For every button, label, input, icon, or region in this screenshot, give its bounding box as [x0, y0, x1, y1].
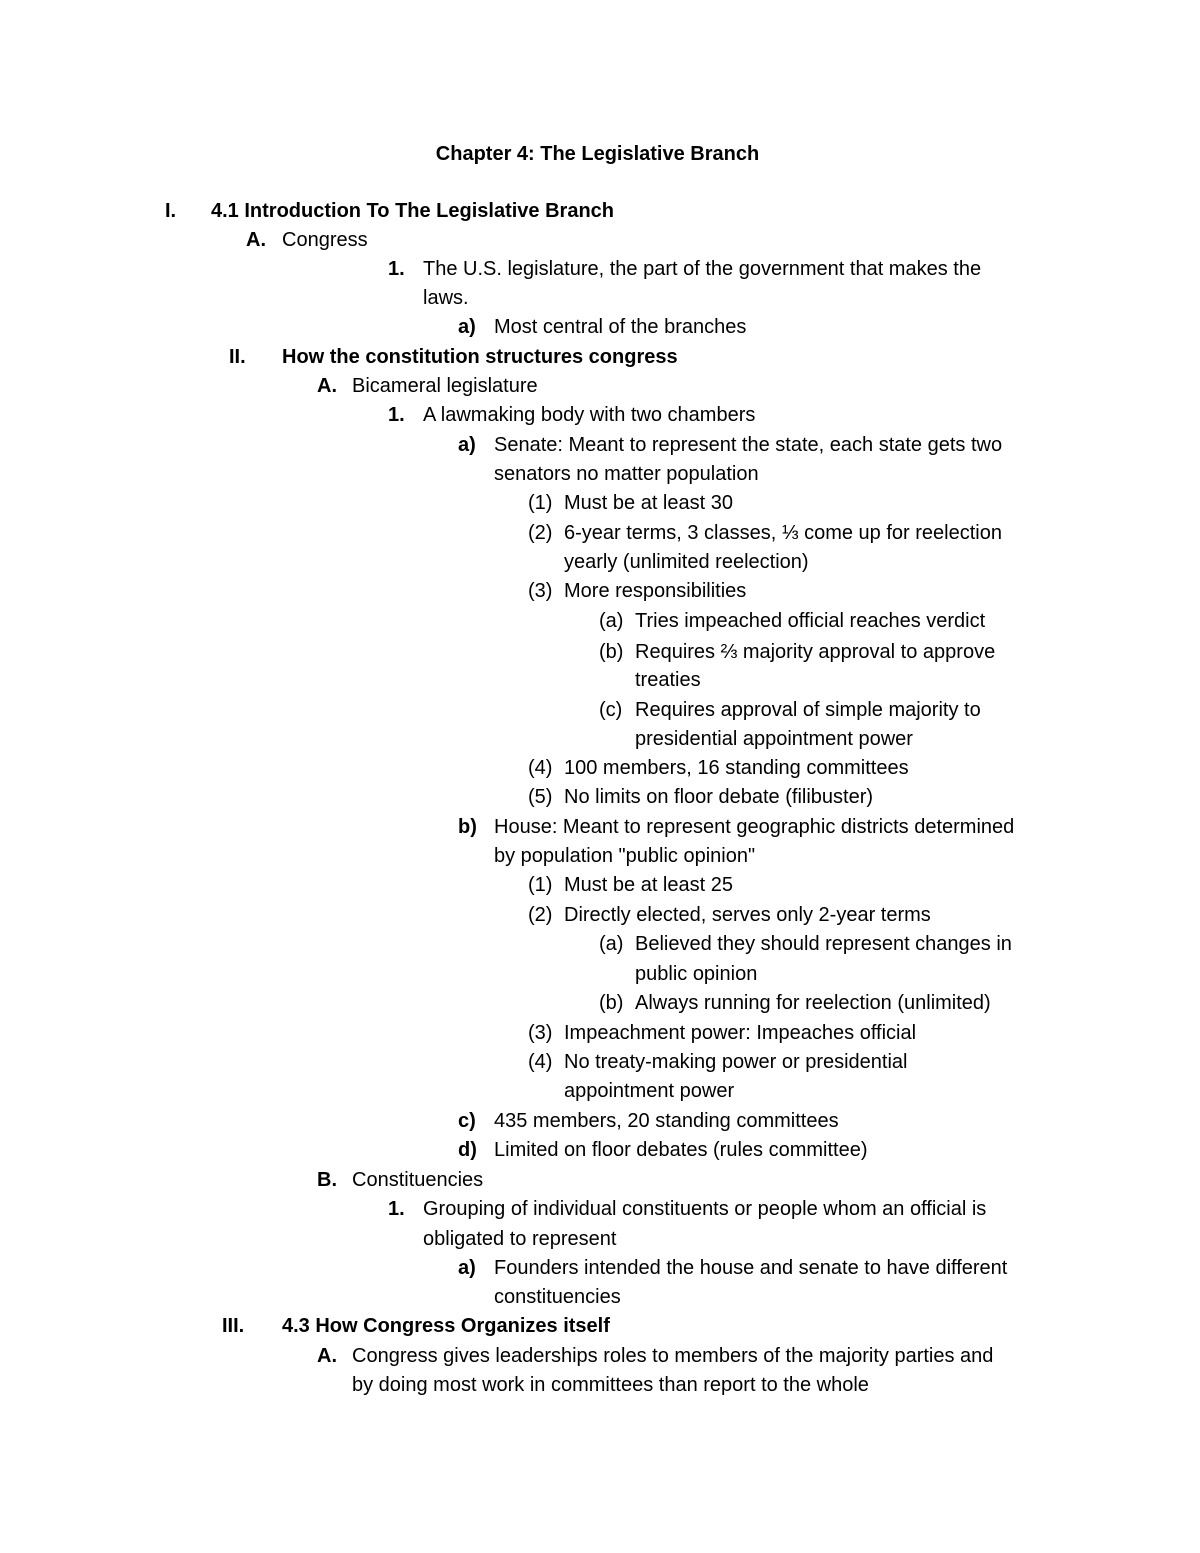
outline-line: [0, 401, 1200, 431]
outline-line: [0, 197, 1200, 227]
outline-text: yearly (unlimited reelection): [564, 551, 809, 573]
outline-line: [0, 666, 1200, 696]
outline-text: No limits on floor debate (filibuster): [564, 786, 874, 808]
outline-line: [0, 255, 1200, 285]
outline-text: Constituencies: [352, 1169, 484, 1191]
outline-line: [0, 696, 1200, 726]
outline-line: [0, 638, 1200, 668]
outline-line: [0, 460, 1200, 490]
outline-text: A lawmaking body with two chambers: [423, 404, 756, 426]
outline-line: [0, 1371, 1200, 1401]
outline-marker: (4): [528, 1051, 553, 1073]
outline-marker: A.: [317, 375, 337, 397]
outline-line: [0, 577, 1200, 607]
outline-line: [0, 1136, 1200, 1166]
outline-marker: (4): [528, 757, 553, 779]
outline-line: [0, 1107, 1200, 1137]
outline-line: [0, 284, 1200, 314]
outline-marker: I.: [165, 200, 177, 222]
outline-text: 100 members, 16 standing committees: [564, 757, 909, 779]
outline-line: [0, 1166, 1200, 1196]
outline-text: Most central of the branches: [494, 316, 747, 338]
outline-marker: (a): [599, 610, 624, 632]
outline-line: [0, 1048, 1200, 1078]
outline-text: constituencies: [494, 1286, 621, 1308]
outline-marker: (c): [599, 699, 623, 721]
outline-text: senators no matter population: [494, 463, 759, 485]
outline-marker: III.: [222, 1315, 245, 1337]
outline-text: by population "public opinion": [494, 845, 756, 867]
outline-text: Limited on floor debates (rules committee): [494, 1139, 868, 1161]
outline-line: [0, 813, 1200, 843]
outline-text: 4.3 How Congress Organizes itself: [282, 1315, 610, 1337]
outline-text: Must be at least 25: [564, 874, 733, 896]
outline-text: No treaty-making power or presidential: [564, 1051, 908, 1073]
outline-text: appointment power: [564, 1080, 735, 1102]
outline-marker: (2): [528, 522, 553, 544]
outline-text: 4.1 Introduction To The Legislative Branch: [211, 200, 615, 222]
outline-text: Always running for reelection (unlimited): [635, 992, 991, 1014]
outline-line: [0, 1077, 1200, 1107]
outline-line: [0, 842, 1200, 872]
outline-text: How the constitution structures congress: [282, 346, 678, 368]
outline-marker: a): [458, 1257, 476, 1279]
outline-line: [0, 1019, 1200, 1049]
outline-marker: (b): [599, 992, 624, 1014]
outline-line: [0, 372, 1200, 402]
outline-marker: a): [458, 434, 476, 456]
outline-line: [0, 548, 1200, 578]
outline-text: Founders intended the house and senate to have different: [494, 1257, 1008, 1279]
outline-marker: (3): [528, 580, 553, 602]
outline-text: Impeachment power: Impeaches official: [564, 1022, 917, 1044]
outline-text: laws.: [423, 287, 469, 309]
outline-text: public opinion: [635, 963, 758, 985]
outline-text: More responsibilities: [564, 580, 747, 602]
outline-line: [0, 1312, 1200, 1342]
outline-line: [0, 519, 1200, 549]
outline-marker: B.: [317, 1169, 337, 1191]
outline-line: [0, 489, 1200, 519]
outline-line: [0, 1195, 1200, 1225]
outline-marker: (1): [528, 492, 553, 514]
outline-text: Grouping of individual constituents or people whom an official is: [423, 1198, 987, 1220]
outline-marker: A.: [317, 1345, 337, 1367]
outline-text: 6-year terms, 3 classes, ⅓ come up for reelection: [564, 522, 1002, 544]
outline-line: [0, 930, 1200, 960]
outline-line: [0, 901, 1200, 931]
outline-line: [0, 313, 1200, 343]
outline-line: [0, 1342, 1200, 1372]
outline-line: [0, 343, 1200, 373]
outline-marker: II.: [229, 346, 246, 368]
outline-marker: a): [458, 316, 476, 338]
outline-marker: 1.: [388, 1198, 405, 1220]
outline-marker: (b): [599, 641, 624, 663]
outline-marker: (2): [528, 904, 553, 926]
outline-text: House: Meant to represent geographic districts determined: [494, 816, 1015, 838]
outline-text: Directly elected, serves only 2-year terms: [564, 904, 931, 926]
outline-text: 435 members, 20 standing committees: [494, 1110, 839, 1132]
outline-marker: 1.: [388, 258, 405, 280]
outline-line: [0, 989, 1200, 1019]
outline-marker: 1.: [388, 404, 405, 426]
document-title: Chapter 4: The Legislative Branch: [435, 143, 760, 165]
outline-marker: A.: [246, 229, 266, 251]
outline-marker: (a): [599, 933, 624, 955]
outline-line: [0, 725, 1200, 755]
outline-text: treaties: [635, 669, 701, 691]
outline-line: [0, 1254, 1200, 1284]
outline-marker: b): [458, 816, 477, 838]
outline-text: Requires approval of simple majority to: [635, 699, 981, 721]
outline-text: Senate: Meant to represent the state, each state gets two: [494, 434, 1003, 456]
outline-text: Congress gives leaderships roles to members of the majority parties and: [352, 1345, 994, 1367]
outline-line: [0, 1225, 1200, 1255]
outline-text: presidential appointment power: [635, 728, 913, 750]
outline-line: [0, 607, 1200, 637]
outline-marker: (1): [528, 874, 553, 896]
outline-text: The U.S. legislature, the part of the government that makes the: [423, 258, 982, 280]
outline-text: Tries impeached official reaches verdict: [635, 610, 986, 632]
outline-line: [0, 431, 1200, 461]
outline-line: [0, 960, 1200, 990]
outline-text: Must be at least 30: [564, 492, 733, 514]
outline-text: by doing most work in committees than report to the whole: [352, 1374, 869, 1396]
outline-text: Believed they should represent changes in: [635, 933, 1012, 955]
outline-marker: c): [458, 1110, 476, 1132]
outline-line: [0, 754, 1200, 784]
outline-text: Congress: [282, 229, 368, 251]
outline-text: Requires ⅔ majority approval to approve: [635, 641, 996, 663]
outline-line: [0, 871, 1200, 901]
outline-line: [0, 226, 1200, 256]
outline-line: [0, 1283, 1200, 1313]
outline-marker: (3): [528, 1022, 553, 1044]
outline-marker: (5): [528, 786, 553, 808]
outline-text: Bicameral legislature: [352, 375, 538, 397]
outline-text: obligated to represent: [423, 1228, 617, 1250]
outline-line: [0, 783, 1200, 813]
outline-marker: d): [458, 1139, 477, 1161]
